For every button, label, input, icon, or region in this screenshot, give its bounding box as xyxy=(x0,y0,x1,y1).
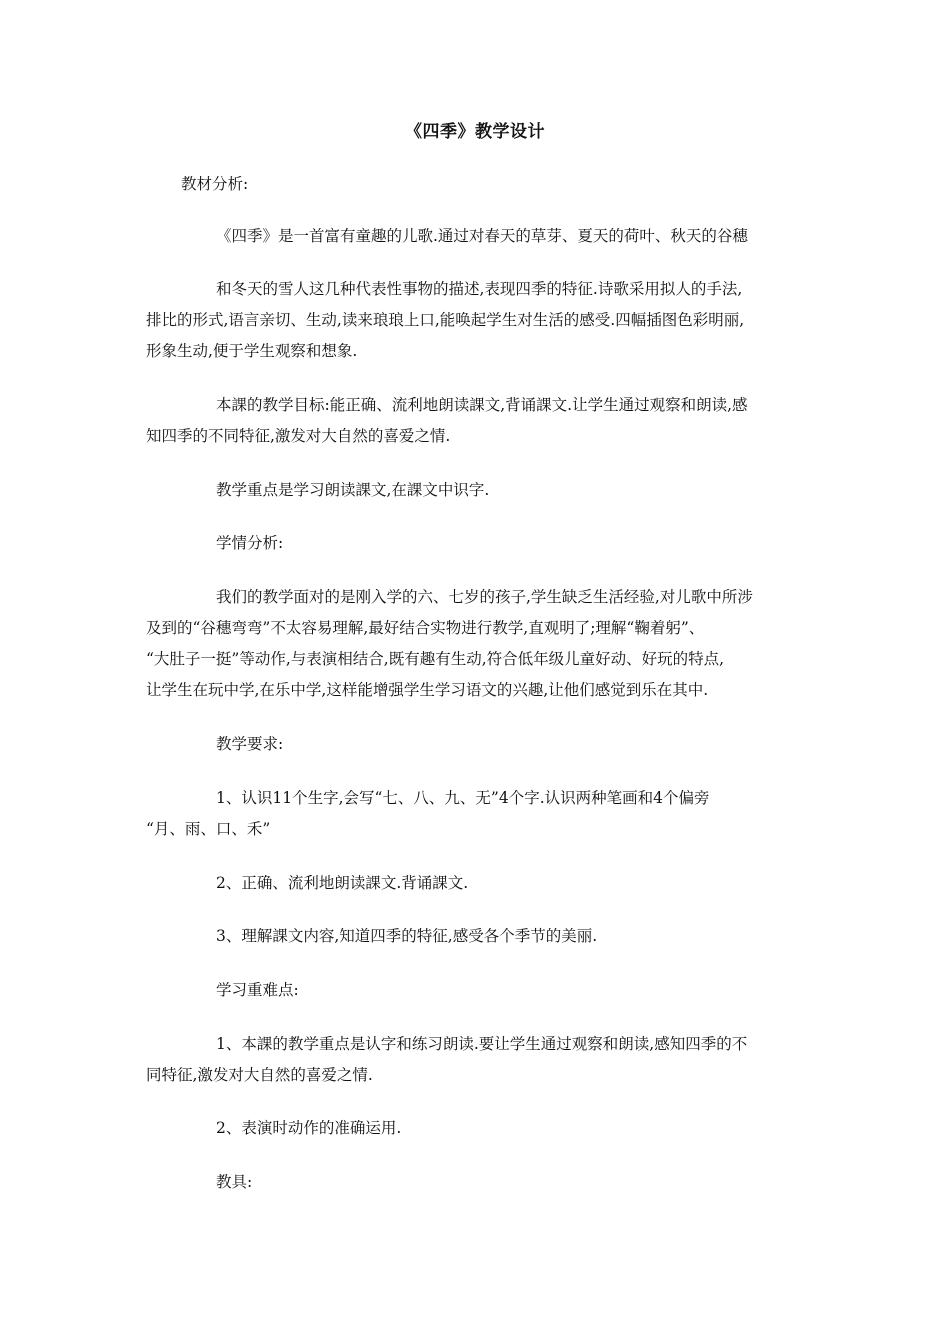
student-paragraph-line: 我们的教学面对的是刚入学的六、七岁的孩子,学生缺乏生活经验,对儿歌中所涉 xyxy=(216,588,753,606)
material-paragraph-line: 排比的形式,语言亲切、生动,读来琅琅上口,能唤起学生对生活的感受.四幅插图色彩明丽, xyxy=(146,311,745,329)
tools-heading: 教具: xyxy=(216,1173,253,1191)
material-paragraph-line: 形象生动,便于学生观察和想象. xyxy=(146,342,358,360)
requirement-item: 3、理解課文内容,知道四季的特征,感受各个季节的美丽. xyxy=(216,927,598,945)
difficulty-item: 2、表演时动作的准确运用. xyxy=(216,1119,402,1137)
difficulty-heading: 学习重难点: xyxy=(216,981,299,999)
student-paragraph-line: “大肚子一挺”等动作,与表演相结合,既有趣有生动,符合低年级儿童好动、好玩的特点, xyxy=(146,650,725,668)
material-paragraph-line: 和冬天的雪人这几种代表性事物的描述,表现四季的特征.诗歌采用拟人的手法, xyxy=(216,280,743,298)
requirement-item: 2、正确、流利地朗读課文.背诵課文. xyxy=(216,874,469,892)
difficulty-item-line: 同特征,激发对大自然的喜爱之情. xyxy=(146,1066,373,1084)
goal-paragraph-line: 本課的教学目标:能正确、流利地朗读課文,背诵課文.让学生通过观察和朗读,感 xyxy=(216,396,748,414)
requirement-item-line: “月、雨、口、禾” xyxy=(146,820,271,838)
student-paragraph-line: 让学生在玩中学,在乐中学,这样能增强学生学习语文的兴趣,让他们感觉到乐在其中. xyxy=(146,681,709,699)
student-paragraph-line: 及到的“谷穗弯弯”不太容易理解,最好结合实物进行教学,直观明了;理解“鞠着躬”、 xyxy=(146,619,705,637)
difficulty-item-line: 1、本課的教学重点是认字和练习朗读.要让学生通过观察和朗读,感知四季的不 xyxy=(216,1035,748,1053)
material-paragraph-line: 《四季》是一首富有童趣的儿歌.通过对春天的草芽、夏天的荷叶、秋天的谷穗 xyxy=(216,227,748,245)
requirements-heading: 教学要求: xyxy=(216,735,284,753)
material-heading: 教材分析: xyxy=(181,175,249,193)
requirement-item-line: 1、认识11个生字,会写“七、八、九、无”4个字.认识两种笔画和4个偏旁 xyxy=(216,789,710,807)
document-title: 《四季》教学设计 xyxy=(405,122,545,142)
goal-paragraph-line: 知四季的不同特征,激发对大自然的喜爱之情. xyxy=(146,427,451,445)
focus-paragraph: 教学重点是学习朗读課文,在課文中识字. xyxy=(216,481,490,499)
student-heading: 学情分析: xyxy=(216,534,284,552)
